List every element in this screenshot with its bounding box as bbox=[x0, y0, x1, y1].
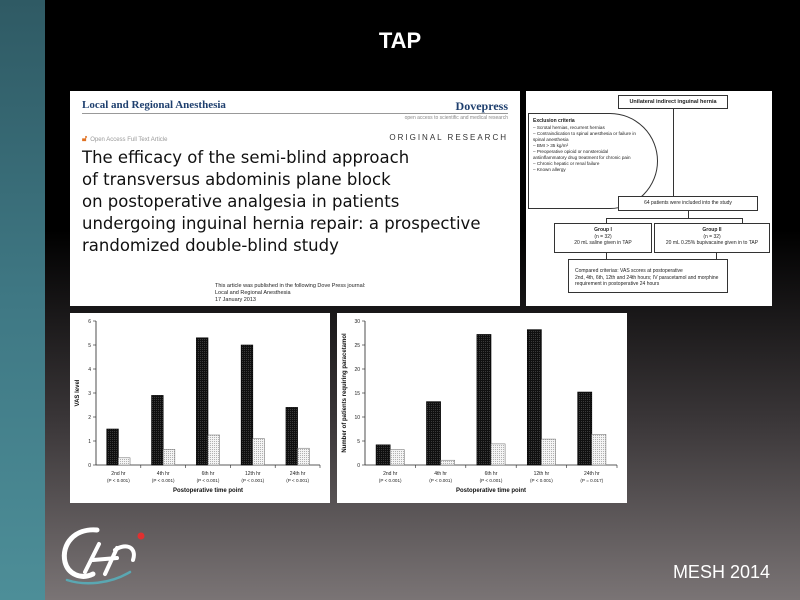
exclusion-item: – Known allergy bbox=[533, 167, 566, 172]
criteria-line: requirement in postoperative 24 hours bbox=[575, 281, 660, 287]
study-flowchart bbox=[526, 91, 772, 306]
x-tick-label: 2nd hr bbox=[111, 471, 126, 477]
bar-series-2 bbox=[441, 460, 455, 465]
y-tick-label: 5 bbox=[357, 439, 360, 445]
exclusion-criteria-box bbox=[528, 113, 658, 209]
x-tick-sublabel: (P < 0.001) bbox=[479, 478, 503, 483]
criteria-line: 2nd, 4th, 6th, 12th and 24th hours; IV paracetamol and morphine bbox=[575, 274, 719, 281]
exclusion-item: – BMI > 35 kg/m² bbox=[533, 143, 569, 148]
x-tick-sublabel: (P < 0.001) bbox=[107, 478, 130, 483]
exclusion-item: – Preoperative opioid or nonsteroidal antiinflammatory drug treatment for chronic pain bbox=[533, 149, 631, 160]
x-tick-label: 2nd hr bbox=[383, 471, 398, 477]
x-tick-sublabel: (P = 0.017) bbox=[580, 478, 604, 483]
bar-series-1 bbox=[376, 445, 390, 465]
slide-title: TAP bbox=[378, 28, 422, 53]
group1-box bbox=[554, 223, 652, 253]
bar-series-1 bbox=[107, 429, 119, 465]
note-line: This article was published in the following Dove Press journal: bbox=[215, 283, 366, 289]
bar-series-1 bbox=[527, 330, 541, 465]
paper-title-line: randomized double-blind study bbox=[82, 236, 339, 255]
x-tick-label: 4th hr bbox=[156, 471, 170, 477]
analgesic-chart bbox=[337, 313, 627, 503]
publication-note bbox=[215, 283, 365, 304]
paper-header-image bbox=[70, 91, 520, 306]
open-access-icon: 🔓︎ bbox=[82, 134, 88, 143]
bar-series-1 bbox=[477, 334, 491, 465]
y-tick-label: 15 bbox=[354, 391, 360, 397]
y-tick-label: 1 bbox=[88, 439, 91, 445]
paper-title-line: of transversus abdominis plane block bbox=[82, 170, 391, 189]
group1-treatment: 20 mL saline given in TAP bbox=[574, 240, 632, 246]
vas-chart-panel bbox=[70, 313, 330, 503]
publisher-name: Dovepress bbox=[455, 99, 508, 113]
y-tick-label: 0 bbox=[88, 463, 91, 469]
bar-series-1 bbox=[578, 392, 592, 465]
y-tick-label: 10 bbox=[354, 415, 360, 421]
compared-criteria-box bbox=[568, 259, 728, 293]
bar-series-2 bbox=[541, 439, 555, 465]
x-tick-label: 24th hr bbox=[584, 471, 600, 477]
bar-series-2 bbox=[491, 444, 505, 465]
x-tick-sublabel: (P < 0.001) bbox=[196, 478, 220, 483]
note-line: Local and Regional Anesthesia bbox=[215, 290, 291, 296]
journal-name: Local and Regional Anesthesia bbox=[82, 99, 226, 111]
x-tick-sublabel: (P < 0.001) bbox=[286, 478, 309, 483]
flow-connector bbox=[688, 211, 689, 218]
y-axis-label: Number of patients requiring paracetamol bbox=[342, 333, 348, 453]
x-tick-label: 12th hr bbox=[533, 471, 550, 477]
x-tick-label: 24th hr bbox=[289, 471, 306, 477]
x-axis-label: Postoperative time point bbox=[172, 488, 244, 494]
group1-name: Group I bbox=[594, 227, 612, 233]
y-tick-label: 2 bbox=[88, 415, 91, 421]
group2-n: (n = 32) bbox=[703, 233, 721, 240]
flow-top-box: Unilateral indirect inguinal hernia bbox=[618, 95, 728, 109]
bar-series-2 bbox=[163, 449, 175, 465]
y-tick-label: 0 bbox=[357, 463, 360, 469]
y-tick-label: 4 bbox=[88, 367, 91, 373]
y-tick-label: 3 bbox=[88, 391, 91, 397]
paper-title-line: The efficacy of the semi-blind approach bbox=[82, 148, 410, 167]
x-tick-sublabel: (P < 0.001) bbox=[530, 478, 553, 483]
bar-series-1 bbox=[152, 395, 164, 465]
y-tick-label: 6 bbox=[88, 319, 91, 325]
exclusion-title: Exclusion criteria bbox=[533, 118, 575, 124]
x-tick-label: 6th hr bbox=[484, 471, 498, 477]
article-type: ORIGINAL RESEARCH bbox=[389, 133, 508, 142]
group2-treatment: 20 mL 0.25% bupivacaine given in to TAP bbox=[665, 240, 759, 246]
x-tick-sublabel: (P < 0.001) bbox=[429, 478, 452, 483]
flow-connector bbox=[673, 109, 674, 203]
x-tick-label: 6th hr bbox=[201, 471, 215, 477]
bar-series-1 bbox=[426, 402, 440, 465]
bar-series-1 bbox=[196, 338, 208, 465]
bar-series-2 bbox=[390, 450, 404, 465]
note-line: 17 January 2013 bbox=[215, 297, 256, 303]
paper-title bbox=[82, 147, 512, 257]
publisher-tagline: open access to scientific and medical research bbox=[404, 115, 508, 121]
paper-title-line: on postoperative analgesia in patients bbox=[82, 192, 400, 211]
exclusion-item: – Chronic hepatic or renal failure bbox=[533, 161, 600, 166]
bar-series-2 bbox=[592, 434, 606, 465]
flow-connector bbox=[606, 218, 742, 219]
bar-series-2 bbox=[253, 439, 265, 465]
x-axis-label: Postoperative time point bbox=[455, 488, 527, 494]
vas-chart bbox=[70, 313, 330, 503]
paper-title-line: undergoing inguinal hernia repair: a prospective bbox=[82, 214, 481, 233]
footer-label: MESH 2014 bbox=[672, 562, 770, 582]
exclusion-item: – Scrotal hernias, recurrent hernias bbox=[533, 125, 605, 130]
bar-series-1 bbox=[241, 345, 253, 465]
group2-box bbox=[654, 223, 770, 253]
x-tick-label: 4th hr bbox=[434, 471, 447, 477]
y-tick-label: 5 bbox=[88, 343, 91, 349]
open-access-label bbox=[82, 134, 167, 144]
group1-n: (n = 32) bbox=[594, 233, 612, 240]
included-box: 64 patients were included into the study bbox=[618, 196, 758, 211]
bar-series-2 bbox=[208, 435, 220, 465]
exclusion-item: – Contraindication to spinal anesthesia or failure in spinal anesthesia bbox=[533, 131, 636, 142]
open-access-text: Open Access Full Text Article bbox=[90, 137, 168, 143]
x-tick-sublabel: (P < 0.001) bbox=[151, 478, 175, 483]
header-rule bbox=[82, 113, 508, 114]
bar-series-1 bbox=[286, 407, 298, 465]
analgesic-chart-panel bbox=[337, 313, 627, 503]
x-tick-label: 12th hr bbox=[245, 471, 261, 477]
x-tick-sublabel: (P < 0.001) bbox=[241, 478, 265, 483]
bar-series-2 bbox=[298, 448, 310, 465]
y-tick-label: 30 bbox=[354, 319, 360, 325]
criteria-line: Compared criterias: VAS scores at postoperative bbox=[575, 268, 683, 274]
bar-series-2 bbox=[118, 458, 130, 465]
side-bar bbox=[0, 0, 45, 600]
y-tick-label: 20 bbox=[354, 367, 360, 373]
x-tick-sublabel: (P < 0.001) bbox=[378, 478, 402, 483]
y-tick-label: 25 bbox=[354, 343, 360, 349]
chi-logo-icon bbox=[55, 522, 150, 592]
group2-name: Group II bbox=[702, 227, 722, 233]
y-axis-label: VAS level bbox=[75, 379, 81, 407]
